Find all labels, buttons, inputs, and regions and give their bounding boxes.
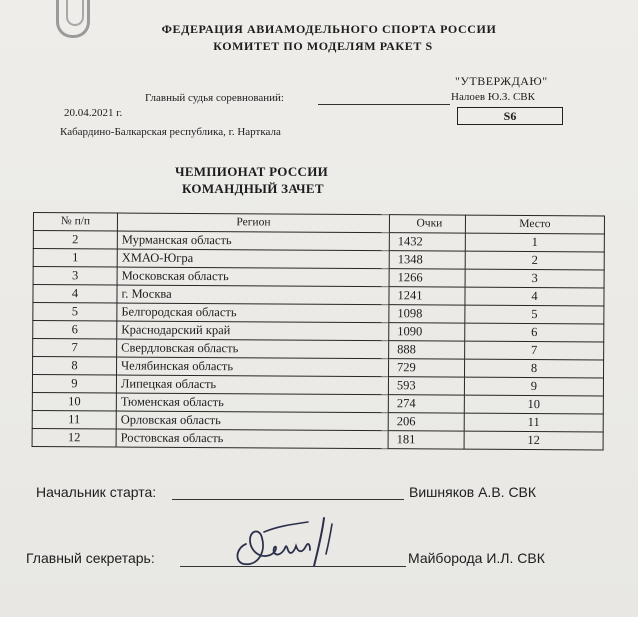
row-region: Орловская область bbox=[116, 411, 388, 431]
start-chief-signature-line bbox=[172, 499, 404, 500]
row-place: 8 bbox=[464, 359, 603, 378]
row-number: 2 bbox=[33, 231, 117, 250]
row-number: 12 bbox=[32, 428, 116, 447]
row-place: 3 bbox=[465, 269, 604, 288]
row-points: 206 bbox=[388, 413, 464, 431]
row-place: 10 bbox=[464, 395, 603, 414]
row-points: 1241 bbox=[389, 287, 465, 305]
row-points: 1348 bbox=[389, 251, 465, 269]
row-region: Липецкая область bbox=[116, 375, 388, 395]
row-number: 7 bbox=[33, 339, 117, 358]
row-place: 7 bbox=[465, 341, 604, 360]
row-region: Краснодарский край bbox=[117, 321, 389, 341]
results-table bbox=[32, 212, 605, 450]
row-place: 2 bbox=[465, 251, 604, 270]
approval-stamp: "УТВЕРЖДАЮ" bbox=[455, 74, 548, 88]
row-region: ХМАО-Югра bbox=[117, 249, 389, 269]
row-place: 5 bbox=[465, 305, 604, 324]
championship-title: ЧЕМПИОНАТ РОССИИ bbox=[175, 164, 329, 179]
header-number: № п/п bbox=[33, 213, 117, 232]
row-number: 6 bbox=[33, 321, 117, 340]
federation-title: ФЕДЕРАЦИЯ АВИАМОДЕЛЬНОГО СПОРТА РОССИИ bbox=[161, 22, 497, 36]
row-place: 6 bbox=[465, 323, 604, 342]
row-points: 1090 bbox=[389, 323, 465, 341]
row-points: 1098 bbox=[389, 305, 465, 323]
handwritten-signature bbox=[228, 514, 348, 570]
row-region: Белгородская область bbox=[117, 303, 389, 323]
row-points: 181 bbox=[388, 431, 464, 449]
chief-judge-name: Налоев Ю.З. СВК bbox=[451, 91, 535, 103]
row-place: 1 bbox=[465, 233, 604, 252]
header-region: Регион bbox=[117, 213, 389, 233]
row-number: 1 bbox=[33, 249, 117, 268]
model-class-box: S6 bbox=[457, 107, 563, 125]
row-number: 4 bbox=[33, 285, 117, 304]
chief-judge-signature-line bbox=[318, 104, 450, 105]
row-region: Челябинская область bbox=[117, 357, 389, 377]
row-number: 10 bbox=[32, 392, 116, 411]
start-chief-name: Вишняков А.В. СВК bbox=[409, 484, 537, 500]
row-place: 9 bbox=[464, 377, 603, 396]
row-number: 8 bbox=[33, 357, 117, 376]
row-region: Московская область bbox=[117, 267, 389, 287]
header-points: Очки bbox=[389, 215, 465, 233]
secretary-name: Майборода И.Л. СВК bbox=[408, 550, 545, 566]
row-region: г. Москва bbox=[117, 285, 389, 305]
row-place: 12 bbox=[464, 431, 603, 450]
row-points: 1266 bbox=[389, 269, 465, 287]
document-date: 20.04.2021 г. bbox=[64, 107, 123, 119]
secretary-label: Главный секретарь: bbox=[26, 550, 155, 566]
row-place: 4 bbox=[465, 287, 604, 306]
chief-judge-label: Главный судья соревнований: bbox=[145, 92, 284, 104]
row-points: 729 bbox=[389, 359, 465, 377]
row-number: 3 bbox=[33, 267, 117, 286]
row-region: Свердловская область bbox=[117, 339, 389, 359]
committee-title: КОМИТЕТ ПО МОДЕЛЯМ РАКЕТ S bbox=[213, 39, 433, 53]
table-row bbox=[32, 428, 603, 449]
row-points: 274 bbox=[388, 395, 464, 413]
header-place: Место bbox=[465, 215, 604, 234]
row-number: 11 bbox=[32, 410, 116, 429]
row-number: 5 bbox=[33, 303, 117, 322]
event-location: Кабардино-Балкарская республика, г. Нарткала bbox=[60, 126, 281, 138]
row-points: 1432 bbox=[389, 233, 465, 251]
row-points: 593 bbox=[388, 377, 464, 395]
row-region: Тюменская область bbox=[116, 393, 388, 413]
row-points: 888 bbox=[389, 341, 465, 359]
row-number: 9 bbox=[32, 375, 116, 394]
row-region: Ростовская область bbox=[116, 429, 388, 449]
row-region: Мурманская область bbox=[117, 231, 389, 251]
row-place: 11 bbox=[464, 413, 603, 432]
standings-type-title: КОМАНДНЫЙ ЗАЧЕТ bbox=[182, 181, 324, 196]
start-chief-label: Начальник старта: bbox=[36, 484, 157, 500]
